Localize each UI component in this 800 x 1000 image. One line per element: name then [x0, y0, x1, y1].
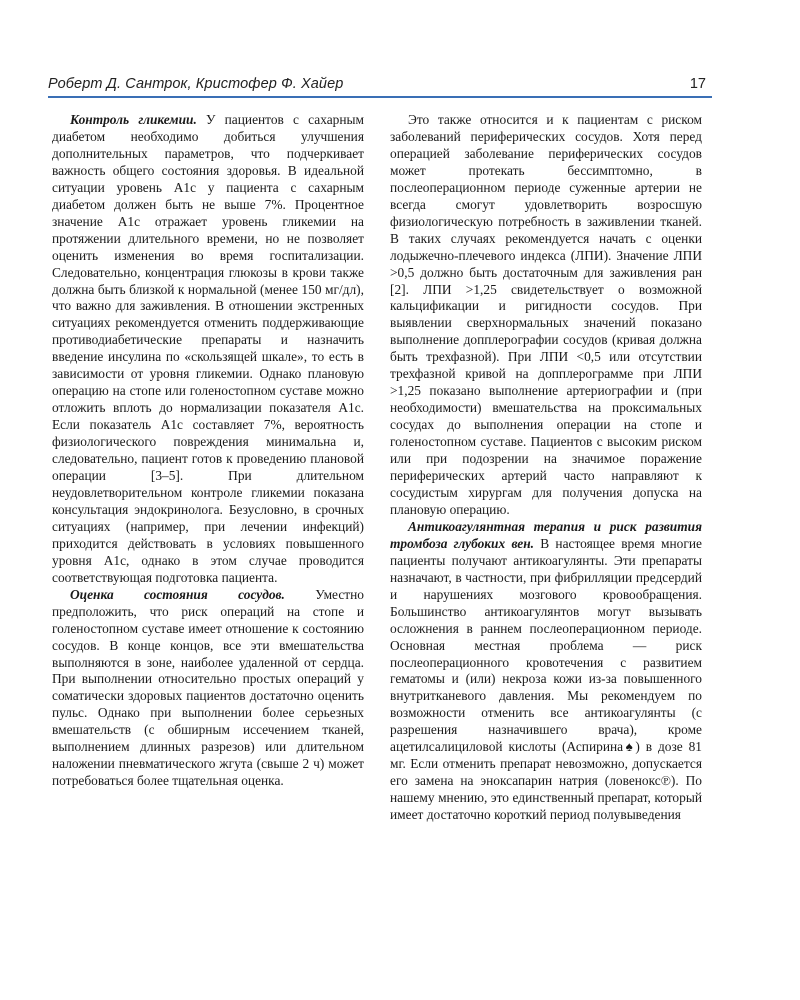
right-column	[390, 112, 702, 824]
header-authors: Роберт Д. Сантрок, Кристофер Ф. Хайер	[48, 76, 344, 92]
left-column	[52, 112, 364, 790]
running-header	[48, 72, 712, 98]
text-vascular-assessment: Уместно предположить, что риск операций на стопе и голеностопном суставе имеет отношение к состоянию сосудов. В конце концов, все эти вмешательства выполняются в зоне, наиболее удаленной от сердца. При выполнении относительно простых операций у соматически здоровых пациентов достаточно оценить пульс. Однако при выполнении более серьезных вмешательств (с обширным иссечением тканей, выполнением длинных разрезов) или длительном наложении пневматического жгута (свыше 2 ч) может потребоваться более тщательная оценка.	[52, 586, 364, 789]
paragraph-peripheral-vessels	[390, 112, 702, 519]
paragraph-vascular-assessment	[52, 587, 364, 790]
heading-glycemia-control: Контроль гликемии.	[70, 112, 197, 127]
paragraph-anticoagulant-therapy	[390, 519, 702, 824]
page-number: 17	[689, 76, 706, 92]
heading-vascular-assessment: Оценка состояния сосудов.	[70, 586, 285, 602]
header-rule	[48, 96, 712, 98]
heading-anticoagulant-therapy: Антикоагулянтная терапия и риск развития тромбоза глубоких вен.	[390, 518, 702, 551]
text-glycemia-control: У пациентов с сахарным диабетом необходимо добиться улучшения дополнительных параметров, что подчеркивает важность общего состояния здоровья. В идеальной ситуации уровень А1с у пациента с сахарным диабетом должен быть не выше 7%. Процентное значение А1с отражает уровень гликемии на протяжении длительного времени, но не позволяет оценить изменения во время госпитализации. Следовательно, концентрация глюкозы в крови также должна быть близкой к нормальной (менее 150 мг/дл), что важно для заживления. В отношении экстренных ситуациях рекомендуется отменить поддерживающие противодиабетические препараты и назначить введение инсулина по «скользящей шкале», то есть в зависимости от уровня гликемии. Однако плановую операцию на стопе или голеностопном суставе можно отложить вплоть до нормализации показателя А1с. Если показатель А1с составляет 7%, вероятность физиологического повреждения минимальна и, следовательно, пациент готов к проведению плановой операции [3–5]. При длительном неудовлетворительном контроле гликемии показана консультация эндокринолога. Безусловно, в срочных ситуациях (например, при лечении инфекций) приходится действовать в условиях повышенного уровня А1с, однако в этом случае проводится соответствующая подготовка пациента.	[52, 112, 364, 585]
text-peripheral-vessels: Это также относится и к пациентам с риском заболеваний периферических сосудов. Хотя перед операцией заболевание периферических сосудов может протекать бессимптомно, в послеоперационном периоде суженные артерии не всегда смогут удовлетворить возросшую физиологическую потребность в заживлении тканей. В таких случаях рекомендуется начать с оценки лодыжечно-плечевого индекса (ЛПИ). Значение ЛПИ >0,5 должно быть достаточным для заживления ран [2]. ЛПИ >1,25 свидетельствует о возможной кальцификации и ригидности сосудов. При выявлении сверхнормальных значений показано выполнение допплерографии сосудов (кривая должна быть трехфазной). При ЛПИ <0,5 или отсутствии трехфазной кривой на допплерограмме при ЛПИ >1,25 показано выполнение артериографии и (при необходимости) вмешательства на проксимальных сосудах до выполнения операции на стопе и голеностопном суставе. Пациентов с высоким риском или при подозрении на значимое поражение периферических артерий часто направляют к сосудистым хирургам для получения допуска на плановую операцию.	[390, 112, 702, 517]
text-anticoagulant-therapy: В настоящее время многие пациенты получают антикоагулянты. Эти препараты назначают, в частности, при фибрилляции предсердий и нарушениях мозгового кровообращения. Большинство антикоагулянтов могут вызывать осложнения в раннем послеоперационном периоде. Основная местная проблема — риск послеоперационного кровотечения с развитием гематомы и (или) некроза кожи из-за повышенного внутритканевого давления. Мы рекомендуем по возможности отменить все антикоагулянты (с разрешения назначившего врача), кроме ацетилсалициловой кислоты (Аспирина♠) в дозе 81 мг. Если отменить препарат невозможно, допускается его замена на эноксапарин натрия (ловенокс℗). По нашему мнению, это единственный препарат, который имеет достаточно короткий период полувыведения	[390, 535, 702, 823]
paragraph-glycemia-control	[52, 112, 364, 587]
